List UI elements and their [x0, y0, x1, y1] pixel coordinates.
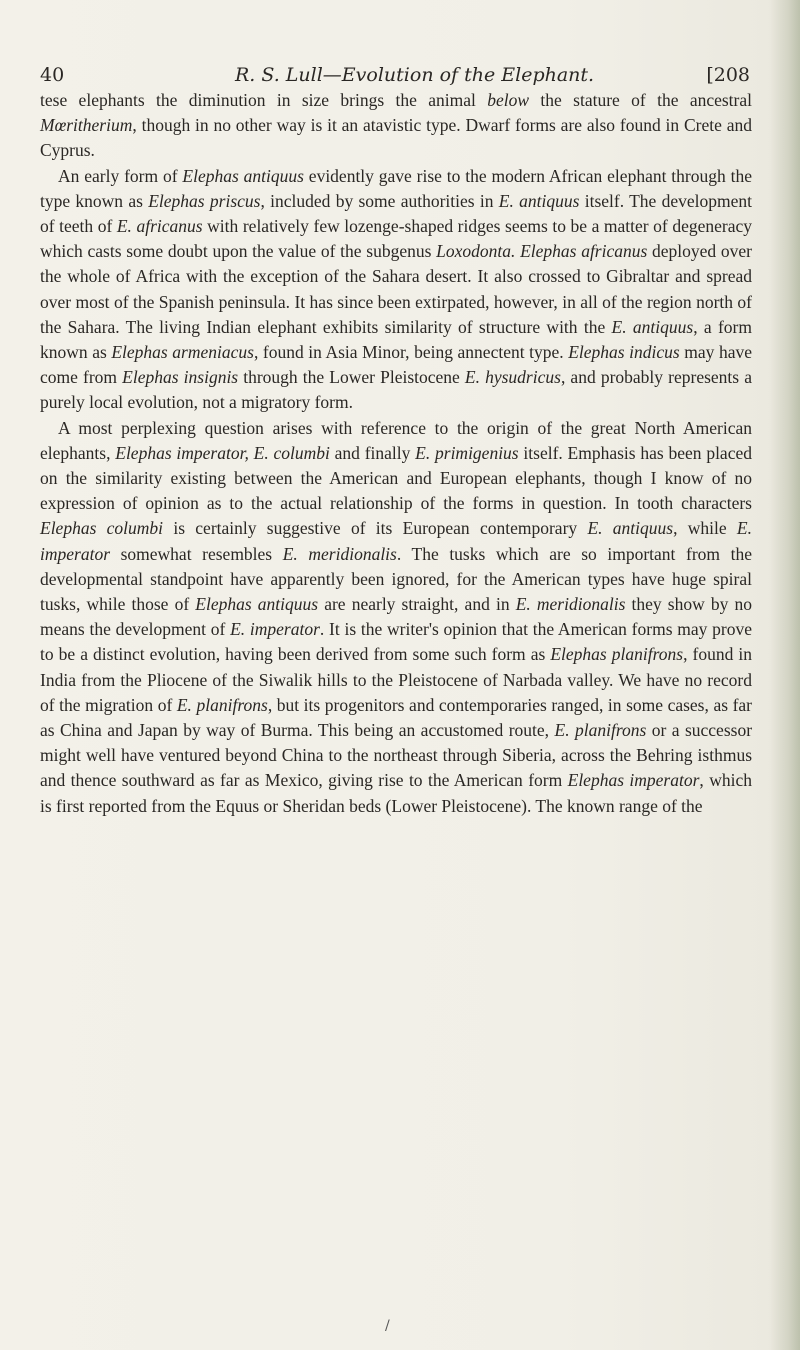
italic-text-run: Elephas antiquus	[195, 594, 319, 615]
page-edge-shadow	[770, 0, 800, 1350]
italic-text-run: Elephas columbi	[40, 518, 164, 539]
text-run: , found in India from the Pliocene of the Siwalik hills to the Pleistocene of Narbada valley. We have no record of the migration of	[40, 644, 753, 715]
text-run: , but its progenitors and contemporaries ranged, in some cases, as far as China and Japan by way of Burma. This being an accustomed route,	[40, 694, 753, 741]
italic-text-run: Mœritherium	[40, 115, 133, 136]
text-run: tese elephants the diminution in size brings the animal	[40, 90, 488, 110]
italic-text-run: Elephas insignis	[122, 367, 239, 388]
italic-text-run: E. hysudricus	[464, 367, 561, 388]
text-run: with relatively few lozenge-shaped ridges seems to be a matter of degeneracy which casts some doubt upon the value of the subgenus	[40, 216, 752, 262]
body-text	[40, 88, 752, 819]
text-run: , which is first reported from the Equus or Sheridan beds (Lower Pleistocene). The known range of the	[40, 770, 752, 816]
paragraph	[40, 88, 752, 164]
text-run: are nearly straight, and in	[318, 594, 516, 615]
text-run: they show by no means the development of	[40, 594, 752, 640]
italic-text-run: E. planifrons	[554, 720, 647, 741]
italic-text-run: E. antiquus	[587, 518, 674, 539]
text-run: , a form known as	[40, 316, 752, 363]
text-run: , though in no other way is it an atavistic type. Dwarf forms are also found in Crete and Cyprus.	[40, 115, 752, 161]
italic-text-run: E. imperator	[40, 518, 752, 564]
italic-text-run: E. primigenius	[415, 442, 519, 463]
italic-text-run: Elephas imperator	[567, 770, 700, 791]
text-run: or a successor might well have ventured beyond China to the northeast through Siberia, across the Behring isthmus and thence southward as far as Mexico, giving rise to the American form	[40, 720, 753, 791]
italic-text-run: E. planifrons	[176, 694, 268, 715]
italic-text-run: E. africanus	[116, 216, 203, 237]
paragraph	[40, 416, 752, 819]
text-run: through the Lower Pleistocene	[238, 367, 465, 388]
text-run: may have come from	[40, 342, 753, 388]
text-run: somewhat resembles	[110, 543, 283, 564]
footer-mark: /	[385, 1318, 390, 1334]
text-run: . The tusks which are so important from the developmental standpoint have apparently been ignored, for the American types have huge spiral tusks, while those of	[40, 543, 752, 615]
italic-text-run: Loxodonta. Elephas africanus	[436, 241, 648, 262]
page-number: 40	[40, 64, 65, 86]
running-header	[40, 64, 750, 90]
italic-text-run: below	[487, 90, 530, 110]
italic-text-run: Elephas indicus	[568, 342, 680, 363]
italic-text-run: Elephas priscus	[148, 190, 261, 211]
text-run: , and probably represents a purely local evolution, not a migratory form.	[40, 367, 752, 413]
text-run: An early form of	[58, 165, 183, 186]
text-run: is certainly suggestive of its European contemporary	[163, 518, 588, 539]
text-run: itself. Emphasis has been placed on the similarity existing between the American and European elephants, though I know of no expression of opinion as to the actual relationship of the forms in question. In tooth characters	[40, 442, 752, 514]
italic-text-run: Elephas antiquus	[182, 165, 304, 186]
original-page-reference: [208	[706, 64, 750, 86]
italic-text-run: Elephas armeniacus	[111, 342, 254, 363]
paragraph	[40, 164, 752, 416]
text-run: and finally	[329, 442, 416, 463]
text-run: , while	[673, 518, 737, 539]
italic-text-run: Elephas imperator, E. columbi	[115, 442, 330, 463]
italic-text-run: E. meridionalis	[515, 594, 626, 615]
italic-text-run: E. antiquus	[611, 316, 694, 337]
italic-text-run: E. meridionalis	[282, 543, 397, 564]
italic-text-run: Elephas planifrons	[550, 644, 684, 665]
italic-text-run: E. antiquus	[498, 190, 580, 211]
text-run: itself. The development of teeth of	[40, 190, 752, 237]
text-run: deployed over the whole of Africa with the exception of the Sahara desert. It also crossed to Gibraltar and spread over most of the Spanish peninsula. It has since been extirpated, however, in all of the region north of the Sahara. The living Indian elephant exhibits similarity of structure with the	[40, 241, 752, 337]
running-title: R. S. Lull—Evolution of the Elephant.	[235, 64, 595, 86]
text-run: A most perplexing question arises with reference to the origin of the great North American elephants,	[40, 417, 752, 463]
text-run: evidently gave rise to the modern African elephant through the type known as	[40, 165, 752, 211]
text-run: . It is the writer's opinion that the American forms may prove to be a distinct evolution, having been derived from some such form as	[40, 619, 752, 665]
text-run: the stature of the ancestral	[529, 90, 752, 110]
italic-text-run: E. imperator	[230, 619, 320, 640]
text-run: , included by some authorities in	[260, 190, 499, 211]
text-run: , found in Asia Minor, being annectent type.	[253, 342, 569, 363]
